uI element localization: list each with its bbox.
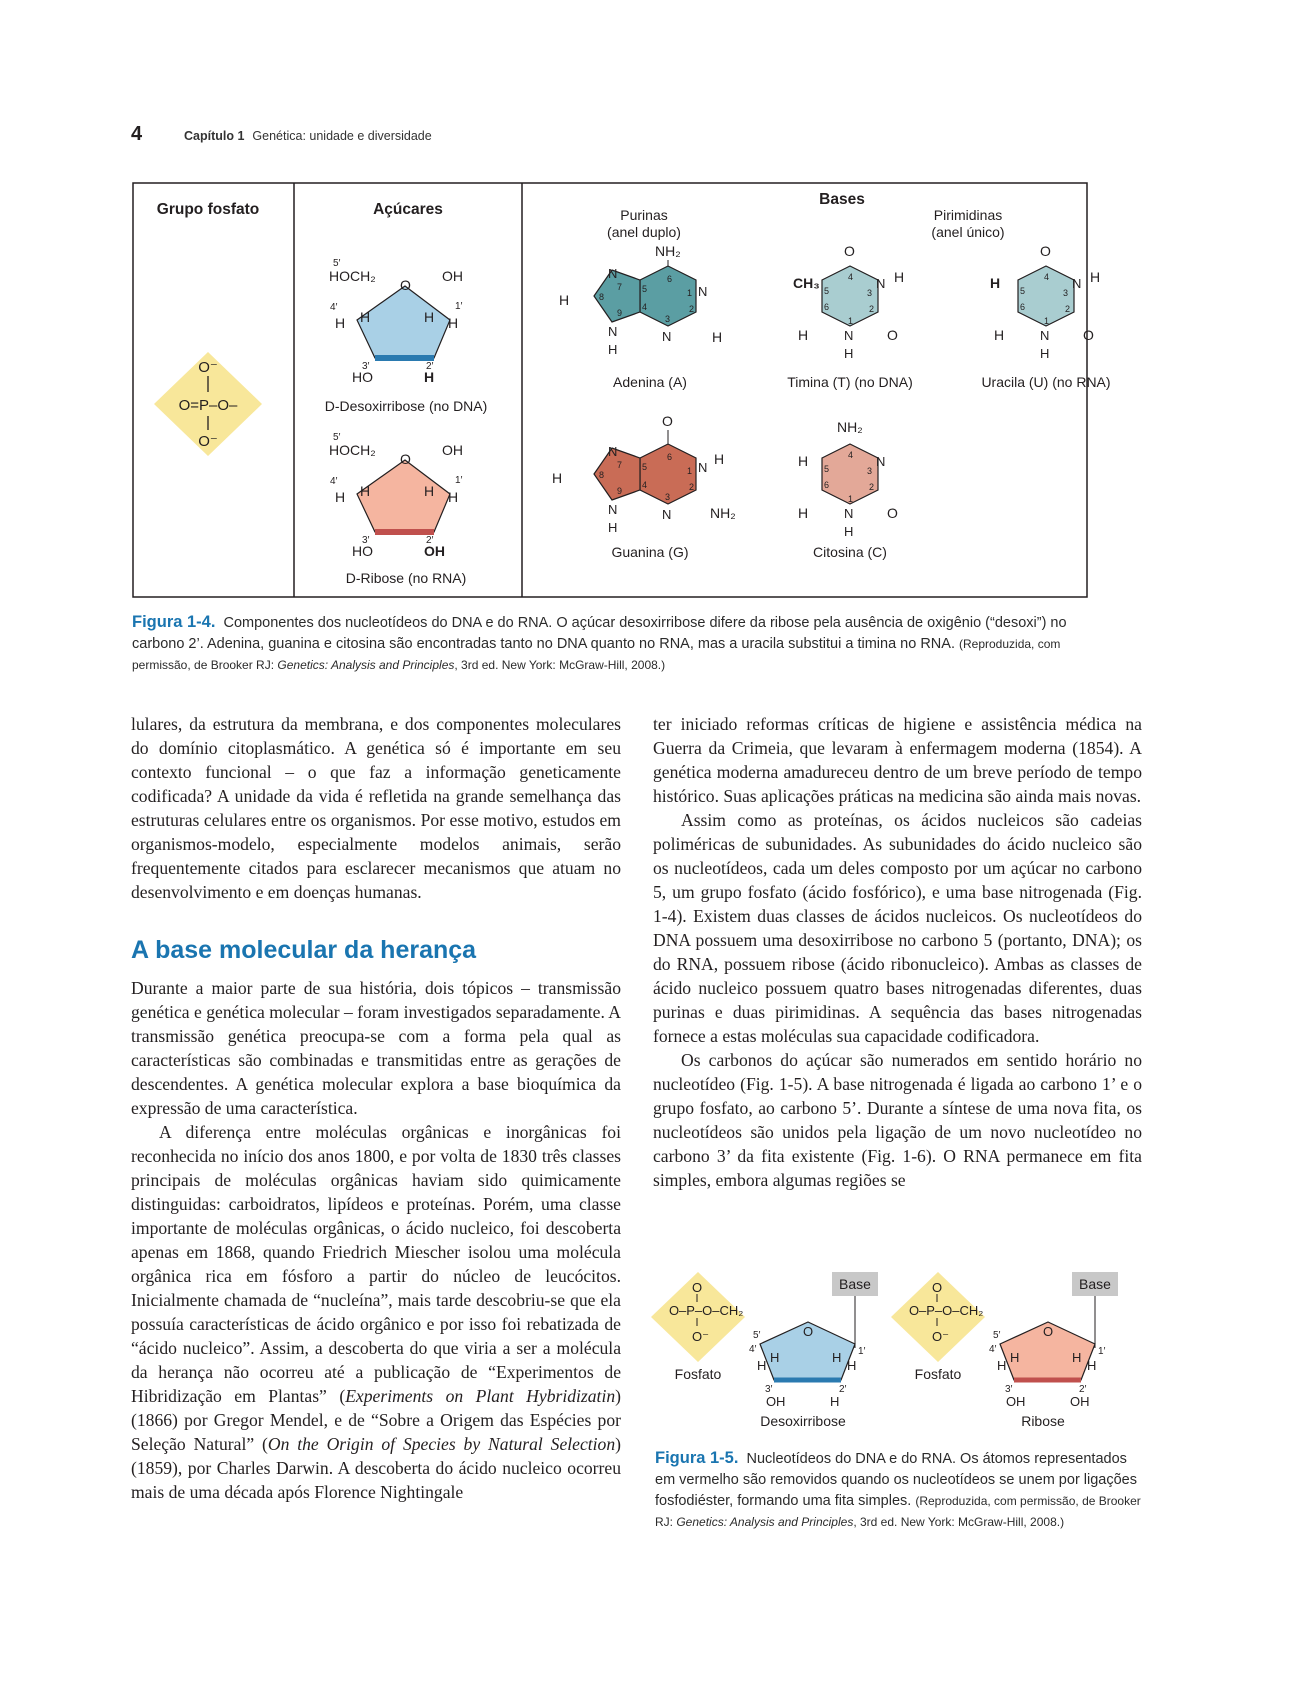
page-number: 4	[131, 123, 143, 145]
svg-text:O: O	[1083, 327, 1094, 343]
svg-text:3′: 3′	[362, 361, 370, 372]
svg-text:O⁻: O⁻	[198, 359, 218, 376]
svg-text:3′: 3′	[1005, 1384, 1013, 1395]
svg-text:H: H	[712, 329, 723, 345]
svg-text:N: N	[876, 276, 886, 291]
guanine-structure	[552, 413, 736, 560]
chapter-title: Genética: unidade e diversidade	[252, 129, 432, 143]
svg-text:5: 5	[642, 462, 648, 472]
svg-text:3: 3	[867, 466, 873, 476]
svg-text:1: 1	[1044, 316, 1050, 326]
svg-text:4′: 4′	[749, 1344, 757, 1355]
svg-text:H: H	[448, 489, 459, 505]
cytosine-caption: Citosina (C)	[813, 544, 887, 560]
svg-text:H: H	[1090, 269, 1101, 285]
svg-text:4: 4	[1044, 272, 1050, 282]
svg-text:N: N	[698, 284, 708, 299]
svg-text:N: N	[608, 502, 618, 517]
svg-text:4: 4	[848, 272, 854, 282]
svg-text:8: 8	[599, 292, 605, 302]
svg-text:1′: 1′	[455, 301, 463, 312]
svg-text:5′: 5′	[333, 432, 341, 443]
svg-text:6: 6	[824, 480, 830, 490]
svg-text:H: H	[424, 309, 435, 325]
svg-text:N: N	[608, 266, 618, 281]
base-label-dna: Base	[839, 1276, 871, 1292]
pyrimidines-label: Pirimidinas	[933, 207, 1003, 223]
svg-text:–P–O–CH₂: –P–O–CH₂	[919, 1303, 984, 1318]
right-column	[653, 712, 1142, 1192]
svg-text:9: 9	[617, 486, 623, 496]
col-sugars-title: Açúcares	[373, 201, 443, 218]
svg-text:H: H	[832, 1350, 842, 1365]
guanine-caption: Guanina (G)	[611, 544, 689, 560]
svg-text:5: 5	[824, 286, 830, 296]
svg-text:H: H	[757, 1358, 767, 1373]
col-phosphate-title: Grupo fosfato	[156, 201, 260, 218]
ribose-caption-15: Ribose	[1021, 1413, 1065, 1429]
chapter-label: Capítulo 1	[184, 129, 245, 143]
svg-text:N: N	[844, 328, 854, 343]
svg-text:H: H	[1040, 346, 1050, 361]
svg-text:OH: OH	[424, 543, 445, 559]
section-heading: A base molecular da herança	[131, 936, 477, 964]
svg-text:O: O	[909, 1303, 920, 1318]
svg-text:H: H	[1010, 1350, 1020, 1365]
svg-text:4: 4	[642, 480, 648, 490]
svg-text:H: H	[1072, 1350, 1082, 1365]
svg-text:H: H	[360, 309, 371, 325]
svg-text:H: H	[448, 315, 459, 331]
svg-text:N: N	[608, 444, 618, 459]
svg-text:7: 7	[617, 460, 623, 470]
svg-text:N: N	[1040, 328, 1050, 343]
col-bases-title: Bases	[819, 191, 865, 208]
svg-text:O: O	[887, 505, 898, 521]
paragraph: lulares, da estrutura da membrana, e dos componentes moleculares do domínio citoplasmático. A genética só é importante em seu contexto funcional – o que faz a informação geneticamente codificada? A unidade da vida é refletida na grande semelhança das estruturas celulares entre os organismos. Por esse motivo, estudos em organismos-modelo, especialmente modelos animais, serão frequentemente citados para esclarecer mecanismos que atuam no desenvolvimento e em doenças humanas.	[131, 714, 621, 902]
svg-text:O⁻: O⁻	[932, 1329, 949, 1344]
deoxyribose-structure	[325, 258, 488, 414]
svg-text:3: 3	[1063, 288, 1069, 298]
thymine-structure	[787, 243, 913, 390]
paragraph: Assim como as proteínas, os ácidos nucleicos são cadeias poliméricas de subunidades. As subunidades do ácido nucleico são os nucleotídeos, cada um deles composto por um açúcar no carbono 5, um grupo fosfato (ácido fosfórico), e uma base nitrogenada (Fig. 1-4). Existem duas classes de ácidos nucleicos. Os nucleotídeos do DNA possuem uma desoxirribose no carbono 5 (portanto, DNA); os do RNA, possuem ribose (ácido ribonucleico). Ambas as classes de ácido nucleico possuem quatro bases nitrogenadas diferentes, duas purinas e duas pirimidinas. A sequência das bases nitrogenadas fornece a estas moléculas sua capacidade codificadora.	[653, 810, 1142, 1046]
svg-text:O⁻: O⁻	[198, 433, 218, 450]
thymine-caption: Timina (T) (no DNA)	[787, 374, 913, 390]
svg-text:9: 9	[617, 308, 623, 318]
svg-text:2′: 2′	[426, 535, 434, 546]
svg-text:H: H	[770, 1350, 780, 1365]
svg-text:H: H	[424, 483, 435, 499]
svg-text:2′: 2′	[839, 1384, 847, 1395]
svg-text:HO: HO	[352, 369, 373, 385]
svg-text:H: H	[608, 520, 618, 535]
svg-text:OH: OH	[442, 268, 463, 284]
svg-text:H: H	[335, 489, 346, 505]
svg-text:5′: 5′	[333, 258, 341, 269]
svg-text:6: 6	[1020, 302, 1026, 312]
svg-text:2′: 2′	[1079, 1384, 1087, 1395]
svg-text:2: 2	[869, 482, 875, 492]
svg-text:O: O	[400, 277, 411, 293]
caption-source: (Reproduzida, com permissão, de Brooker RJ: Genetics: Analysis and Principles, 3rd ed. New York: McGraw-Hill, 2008.)	[132, 637, 1061, 672]
svg-text:2: 2	[689, 304, 695, 314]
svg-text:H: H	[847, 1358, 857, 1373]
svg-text:NH₂: NH₂	[655, 243, 681, 259]
svg-text:N: N	[662, 329, 672, 344]
svg-text:O: O	[1043, 1324, 1054, 1339]
svg-text:H: H	[990, 275, 1001, 291]
svg-text:N: N	[876, 454, 886, 469]
svg-text:O: O	[844, 243, 855, 259]
svg-text:H: H	[994, 327, 1005, 343]
svg-text:O: O	[1040, 243, 1051, 259]
svg-text:8: 8	[599, 470, 605, 480]
svg-text:4′: 4′	[330, 476, 338, 487]
svg-text:H: H	[559, 292, 570, 308]
svg-text:N: N	[662, 507, 672, 522]
svg-text:2: 2	[689, 482, 695, 492]
svg-text:O: O	[766, 1394, 777, 1409]
svg-text:5: 5	[824, 464, 830, 474]
svg-text:CH₃: CH₃	[793, 275, 820, 291]
svg-text:O: O	[662, 413, 673, 429]
svg-text:NH₂: NH₂	[837, 419, 863, 435]
svg-text:OH: OH	[1070, 1394, 1090, 1409]
caption-source: (Reproduzida, com permissão, de Brooker RJ: Genetics: Analysis and Principles, 3rd ed. New York: McGraw-Hill, 2008.)	[655, 1494, 1141, 1529]
svg-text:N: N	[1072, 276, 1082, 291]
pyrimidines-sublabel: (anel único)	[931, 224, 1005, 240]
svg-text:H: H	[844, 346, 854, 361]
svg-text:HOCH₂: HOCH₂	[329, 442, 376, 458]
svg-text:5′: 5′	[993, 1330, 1001, 1341]
paragraph: Os carbonos do açúcar são numerados em sentido horário no nucleotídeo (Fig. 1-5). A base nitrogenada é ligada ao carbono 1’ e o grupo fosfato, ao carbono 5’. Durante a síntese de uma nova fita, os nucleotídeos são unidos pela ligação de um novo nucleotídeo no carbono 3’ da fita existente (Fig. 1-6). O RNA permanece em fita simples, embora algumas regiões se	[653, 1050, 1142, 1190]
caption-text: Nucleotídeos do DNA e do RNA. Os átomos representados em vermelho são removidos quando os nucleotídeos se unem por ligações fosfodiéster, formando uma fita simples.	[655, 1451, 1137, 1509]
deoxyribose-caption-15: Desoxirribose	[760, 1413, 846, 1429]
svg-text:H: H	[844, 524, 854, 539]
svg-text:2: 2	[1065, 304, 1071, 314]
figure-label: Figura 1-4.	[132, 613, 216, 631]
cytosine-structure	[798, 419, 898, 560]
svg-text:4′: 4′	[989, 1344, 997, 1355]
svg-text:O=P–O–: O=P–O–	[178, 397, 238, 414]
svg-text:H: H	[424, 369, 435, 385]
svg-text:H: H	[714, 451, 725, 467]
svg-text:5′: 5′	[753, 1330, 761, 1341]
svg-text:O: O	[1006, 1394, 1017, 1409]
svg-text:7: 7	[617, 282, 623, 292]
svg-text:1′: 1′	[858, 1346, 866, 1357]
svg-text:H: H	[776, 1394, 786, 1409]
svg-text:H: H	[552, 470, 563, 486]
svg-text:H: H	[1016, 1394, 1026, 1409]
dna-nucleotide	[651, 1272, 878, 1429]
svg-text:H: H	[798, 327, 809, 343]
svg-text:H: H	[830, 1394, 840, 1409]
paragraph: Durante a maior parte de sua história, dois tópicos – transmissão genética e genética molecular – foram investigados separadamente. A transmissão genética preocupa-se com a forma pela qual as características são combinadas e transmitidas entre as gerações de descendentes. A genética molecular explora a base bioquímica da expressão de uma característica.	[131, 978, 621, 1118]
rna-nucleotide	[891, 1272, 1118, 1429]
uracil-structure	[981, 243, 1110, 390]
svg-text:N: N	[844, 506, 854, 521]
svg-text:1: 1	[848, 316, 854, 326]
svg-text:2: 2	[869, 304, 875, 314]
svg-text:6: 6	[667, 274, 673, 284]
left-column	[131, 712, 621, 1504]
svg-text:OH: OH	[442, 442, 463, 458]
svg-text:6: 6	[667, 452, 673, 462]
svg-text:H: H	[608, 342, 618, 357]
svg-text:H: H	[997, 1358, 1007, 1373]
figure-label: Figura 1-5.	[655, 1449, 739, 1467]
svg-text:H: H	[798, 453, 809, 469]
svg-text:1′: 1′	[455, 475, 463, 486]
phosphate-caption-dna: Fosfato	[674, 1366, 722, 1382]
svg-text:5: 5	[642, 284, 648, 294]
svg-text:6: 6	[824, 302, 830, 312]
svg-text:4: 4	[848, 450, 854, 460]
svg-text:O: O	[803, 1324, 814, 1339]
svg-text:O: O	[887, 327, 898, 343]
svg-text:H: H	[798, 505, 809, 521]
svg-text:3: 3	[867, 288, 873, 298]
figure-1-5-diagram	[655, 1272, 1145, 1442]
svg-text:3′: 3′	[765, 1384, 773, 1395]
svg-text:1′: 1′	[1098, 1346, 1106, 1357]
uracil-caption: Uracila (U) (no RNA)	[981, 374, 1111, 390]
svg-text:H: H	[360, 483, 371, 499]
figure-1-4-diagram	[132, 182, 1111, 598]
svg-text:1: 1	[687, 288, 693, 298]
caption-text: Componentes dos nucleotídeos do DNA e do RNA. O açúcar desoxirribose difere da ribose pela ausência de oxigênio (“desoxi”) no carbono 2’. Adenina, guanina e citosina são encontradas tanto no DNA quanto no RNA, mas a uracila substitui a timina no RNA.	[132, 615, 1067, 652]
svg-text:HO: HO	[352, 543, 373, 559]
purines-sublabel: (anel duplo)	[607, 224, 681, 240]
phosphate-caption-rna: Fosfato	[914, 1366, 962, 1382]
paragraph: A diferença entre moléculas orgânicas e inorgânicas foi reconhecida no início dos anos 1800, e por volta de 1830 três classes principais de moléculas orgânicas haviam sido quimicamente distinguidas: carboidratos, lipídeos e proteínas. Porém, uma classe importante de moléculas orgânicas, o ácido nucleico, foi descoberta apenas em 1868, quando Friedrich Miescher isolou uma molécula orgânica rica em fósforo a partir do núcleo de leucócitos. Inicialmente chamada de “nucleína”, mais tarde descobriu-se que ela possuía características de ácido orgânico e por isso foi rebatizada de “ácido nucleico”. Assim, a descoberta do que viria a ser a molécula da herança não ocorreu até a publicação de “Experimentos de Hibridização em Plantas” (Experiments on Plant Hybridizatin) (1866) por Gregor Mendel, e de “Sobre a Origem das Espécies por Seleção Natural” (On the Origin of Species by Natural Selection) (1859), por Charles Darwin. A descoberta do ácido nucleico ocorreu mais de uma década após Florence Nightingale	[131, 1122, 621, 1502]
svg-text:3: 3	[665, 492, 671, 502]
deoxyribose-caption: D-Desoxirribose (no DNA)	[324, 398, 488, 414]
svg-text:NH₂: NH₂	[710, 505, 736, 521]
paragraph: ter iniciado reformas críticas de higiene e assistência médica na Guerra da Crimeia, que levaram à enfermagem moderna (1854). A genética moderna amadureceu dentro de um breve período de tempo histórico. Suas aplicações práticas na medicina são ainda mais novas.	[653, 714, 1142, 806]
svg-text:4: 4	[642, 302, 648, 312]
svg-text:3: 3	[665, 314, 671, 324]
svg-text:1: 1	[687, 466, 693, 476]
svg-text:O: O	[669, 1303, 680, 1318]
svg-text:O: O	[932, 1280, 943, 1295]
svg-text:O: O	[692, 1280, 703, 1295]
svg-text:4′: 4′	[330, 302, 338, 313]
adenine-structure	[559, 243, 722, 390]
ribose-caption: D-Ribose (no RNA)	[345, 570, 467, 586]
svg-text:1: 1	[848, 494, 854, 504]
running-header	[184, 129, 432, 143]
svg-text:N: N	[608, 324, 618, 339]
base-label-rna: Base	[1079, 1276, 1111, 1292]
svg-text:HOCH₂: HOCH₂	[329, 268, 376, 284]
svg-text:O: O	[400, 451, 411, 467]
figure-1-5-caption	[655, 1448, 1150, 1533]
figure-1-4-caption	[132, 612, 1090, 676]
adenine-caption: Adenina (A)	[613, 374, 687, 390]
svg-text:O⁻: O⁻	[692, 1329, 709, 1344]
svg-text:H: H	[335, 315, 346, 331]
svg-text:N: N	[698, 460, 708, 475]
svg-text:5: 5	[1020, 286, 1026, 296]
svg-text:H: H	[1087, 1358, 1097, 1373]
svg-text:H: H	[894, 269, 905, 285]
svg-text:3′: 3′	[362, 535, 370, 546]
ribose-structure	[329, 432, 466, 586]
svg-text:–P–O–CH₂: –P–O–CH₂	[679, 1303, 744, 1318]
phosphate-structure	[154, 352, 262, 456]
purines-label: Purinas	[620, 207, 668, 223]
svg-text:2′: 2′	[426, 361, 434, 372]
